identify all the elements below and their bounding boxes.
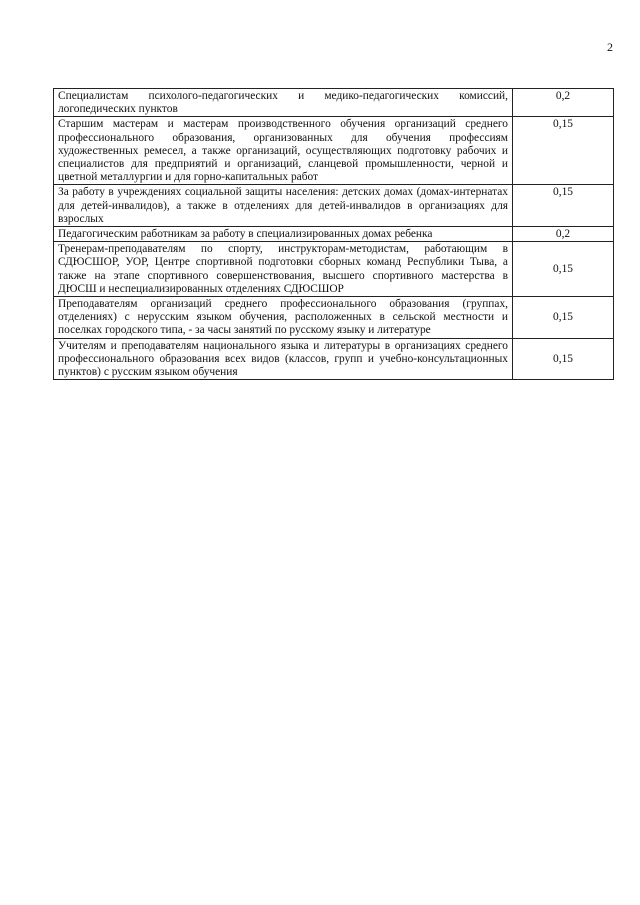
row-description: Преподавателям организаций среднего профессионального образования (группах, отделениях) с нерусским языком обучения, расположенных в сельской местности и поселках городского типа, - за часы занятий по русскому языку и литературе: [54, 297, 513, 339]
row-coefficient: 0,15: [513, 185, 614, 227]
row-description: За работу в учреждениях социальной защиты населения: детских домах (домах-интернатах для детей-инвалидов), а также в отделениях для детей-инвалидов в организациях для взрослых: [54, 185, 513, 227]
row-description: Старшим мастерам и мастерам производственного обучения организаций среднего профессионального образования, организованных для обучения профессиям художественных ремесел, а также организаций, осуществляющих подготовку рабочих и специалистов для предприятий и организаций, сланцевой промышленности, черной и цветной металлургии и для горно-капитальных работ: [54, 117, 513, 185]
allowance-table: [53, 88, 614, 380]
row-coefficient: 0,2: [513, 227, 614, 242]
row-description: Педагогическим работникам за работу в специализированных домах ребенка: [54, 227, 513, 242]
row-coefficient: 0,15: [513, 117, 614, 185]
row-coefficient: 0,15: [513, 297, 614, 339]
row-coefficient: 0,2: [513, 89, 614, 117]
table-row: [54, 185, 614, 227]
table-row: [54, 227, 614, 242]
row-coefficient: 0,15: [513, 338, 614, 380]
row-coefficient: 0,15: [513, 242, 614, 297]
page-number: 2: [607, 40, 613, 54]
table-row: [54, 338, 614, 380]
row-description: Учителям и преподавателям национального языка и литературы в организациях среднего профессионального образования всех видов (классов, групп и учебно-консультационных пунктов) с русским языком обучения: [54, 338, 513, 380]
table-row: [54, 117, 614, 185]
table-row: [54, 297, 614, 339]
row-description: Тренерам-преподавателям по спорту, инструкторам-методистам, работающим в СДЮСШОР, УОР, Центре спортивной подготовки сборных команд Республики Тыва, а также на этапе спортивного совершенствования, высшего спортивного мастерства в ДЮСШ и неспециализированных отделениях СДЮСШОР: [54, 242, 513, 297]
row-description: Специалистам психолого-педагогических и медико-педагогических комиссий, логопедических пунктов: [54, 89, 513, 117]
table-row: [54, 242, 614, 297]
table-row: [54, 89, 614, 117]
